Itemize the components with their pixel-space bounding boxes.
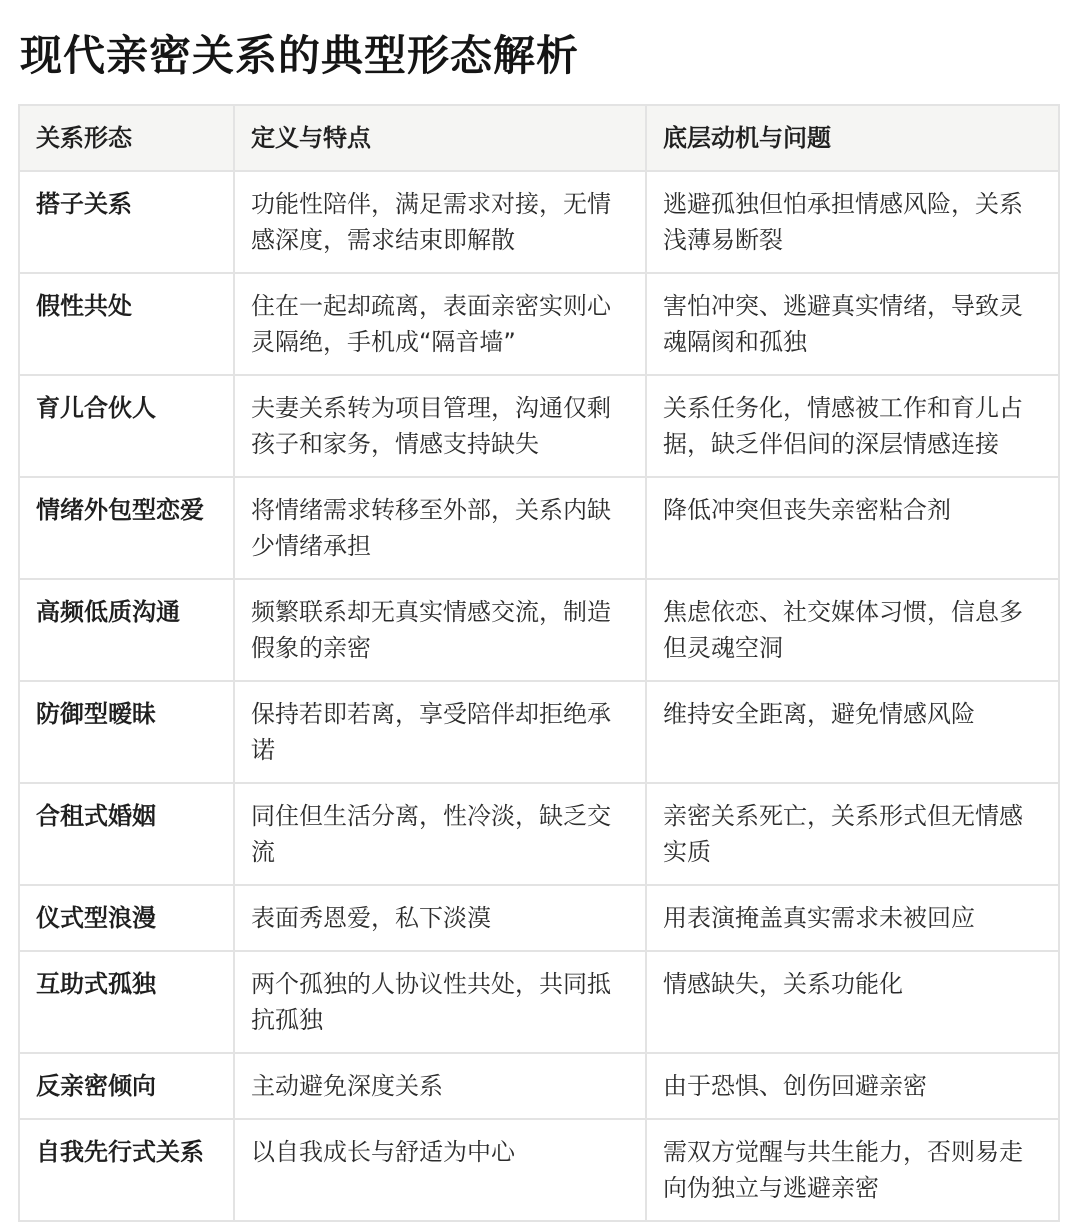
relationship-form-cell: 情绪外包型恋爱 (19, 477, 234, 579)
relationship-form-cell: 高频低质沟通 (19, 579, 234, 681)
motive-cell: 用表演掩盖真实需求未被回应 (646, 885, 1059, 951)
motive-cell: 维持安全距离，避免情感风险 (646, 681, 1059, 783)
table-row (19, 375, 1059, 477)
definition-cell: 同住但生活分离，性冷淡，缺乏交流 (234, 783, 646, 885)
header-relationship-form: 关系形态 (19, 105, 234, 171)
table-row (19, 783, 1059, 885)
definition-cell: 主动避免深度关系 (234, 1053, 646, 1119)
definition-cell: 功能性陪伴，满足需求对接，无情感深度，需求结束即解散 (234, 171, 646, 273)
relationship-form-cell: 合租式婚姻 (19, 783, 234, 885)
definition-cell: 夫妻关系转为项目管理，沟通仅剩孩子和家务，情感支持缺失 (234, 375, 646, 477)
definition-cell: 两个孤独的人协议性共处，共同抵抗孤独 (234, 951, 646, 1053)
table-row (19, 681, 1059, 783)
motive-cell: 焦虑依恋、社交媒体习惯，信息多但灵魂空洞 (646, 579, 1059, 681)
table-row (19, 171, 1059, 273)
relationship-form-cell: 自我先行式关系 (19, 1119, 234, 1221)
definition-cell: 将情绪需求转移至外部，关系内缺少情绪承担 (234, 477, 646, 579)
motive-cell: 降低冲突但丧失亲密粘合剂 (646, 477, 1059, 579)
motive-cell: 情感缺失，关系功能化 (646, 951, 1059, 1053)
relationship-form-cell: 假性共处 (19, 273, 234, 375)
definition-cell: 以自我成长与舒适为中心 (234, 1119, 646, 1221)
page-title: 现代亲密关系的典型形态解析 (20, 31, 580, 80)
table-row (19, 1119, 1059, 1221)
motive-cell: 逃避孤独但怕承担情感风险，关系浅薄易断裂 (646, 171, 1059, 273)
table-row (19, 579, 1059, 681)
table-header-row (19, 105, 1059, 171)
table-row (19, 1053, 1059, 1119)
table-row (19, 273, 1059, 375)
definition-cell: 频繁联系却无真实情感交流，制造假象的亲密 (234, 579, 646, 681)
definition-cell: 住在一起却疏离，表面亲密实则心灵隔绝，手机成“隔音墙” (234, 273, 646, 375)
definition-cell: 保持若即若离，享受陪伴却拒绝承诺 (234, 681, 646, 783)
motive-cell: 需双方觉醒与共生能力，否则易走向伪独立与逃避亲密 (646, 1119, 1059, 1221)
motive-cell: 害怕冲突、逃避真实情绪，导致灵魂隔阂和孤独 (646, 273, 1059, 375)
table-row (19, 885, 1059, 951)
definition-cell: 表面秀恩爱，私下淡漠 (234, 885, 646, 951)
header-definition: 定义与特点 (234, 105, 646, 171)
relationship-form-cell: 防御型暧昧 (19, 681, 234, 783)
motive-cell: 关系任务化，情感被工作和育儿占据，缺乏伴侣间的深层情感连接 (646, 375, 1059, 477)
header-motive: 底层动机与问题 (646, 105, 1059, 171)
relationship-form-cell: 互助式孤独 (19, 951, 234, 1053)
relationship-form-cell: 搭子关系 (19, 171, 234, 273)
motive-cell: 亲密关系死亡，关系形式但无情感实质 (646, 783, 1059, 885)
relationship-forms-table (18, 104, 1060, 1222)
table-row (19, 951, 1059, 1053)
relationship-form-cell: 反亲密倾向 (19, 1053, 234, 1119)
table-row (19, 477, 1059, 579)
relationship-form-cell: 仪式型浪漫 (19, 885, 234, 951)
motive-cell: 由于恐惧、创伤回避亲密 (646, 1053, 1059, 1119)
relationship-form-cell: 育儿合伙人 (19, 375, 234, 477)
